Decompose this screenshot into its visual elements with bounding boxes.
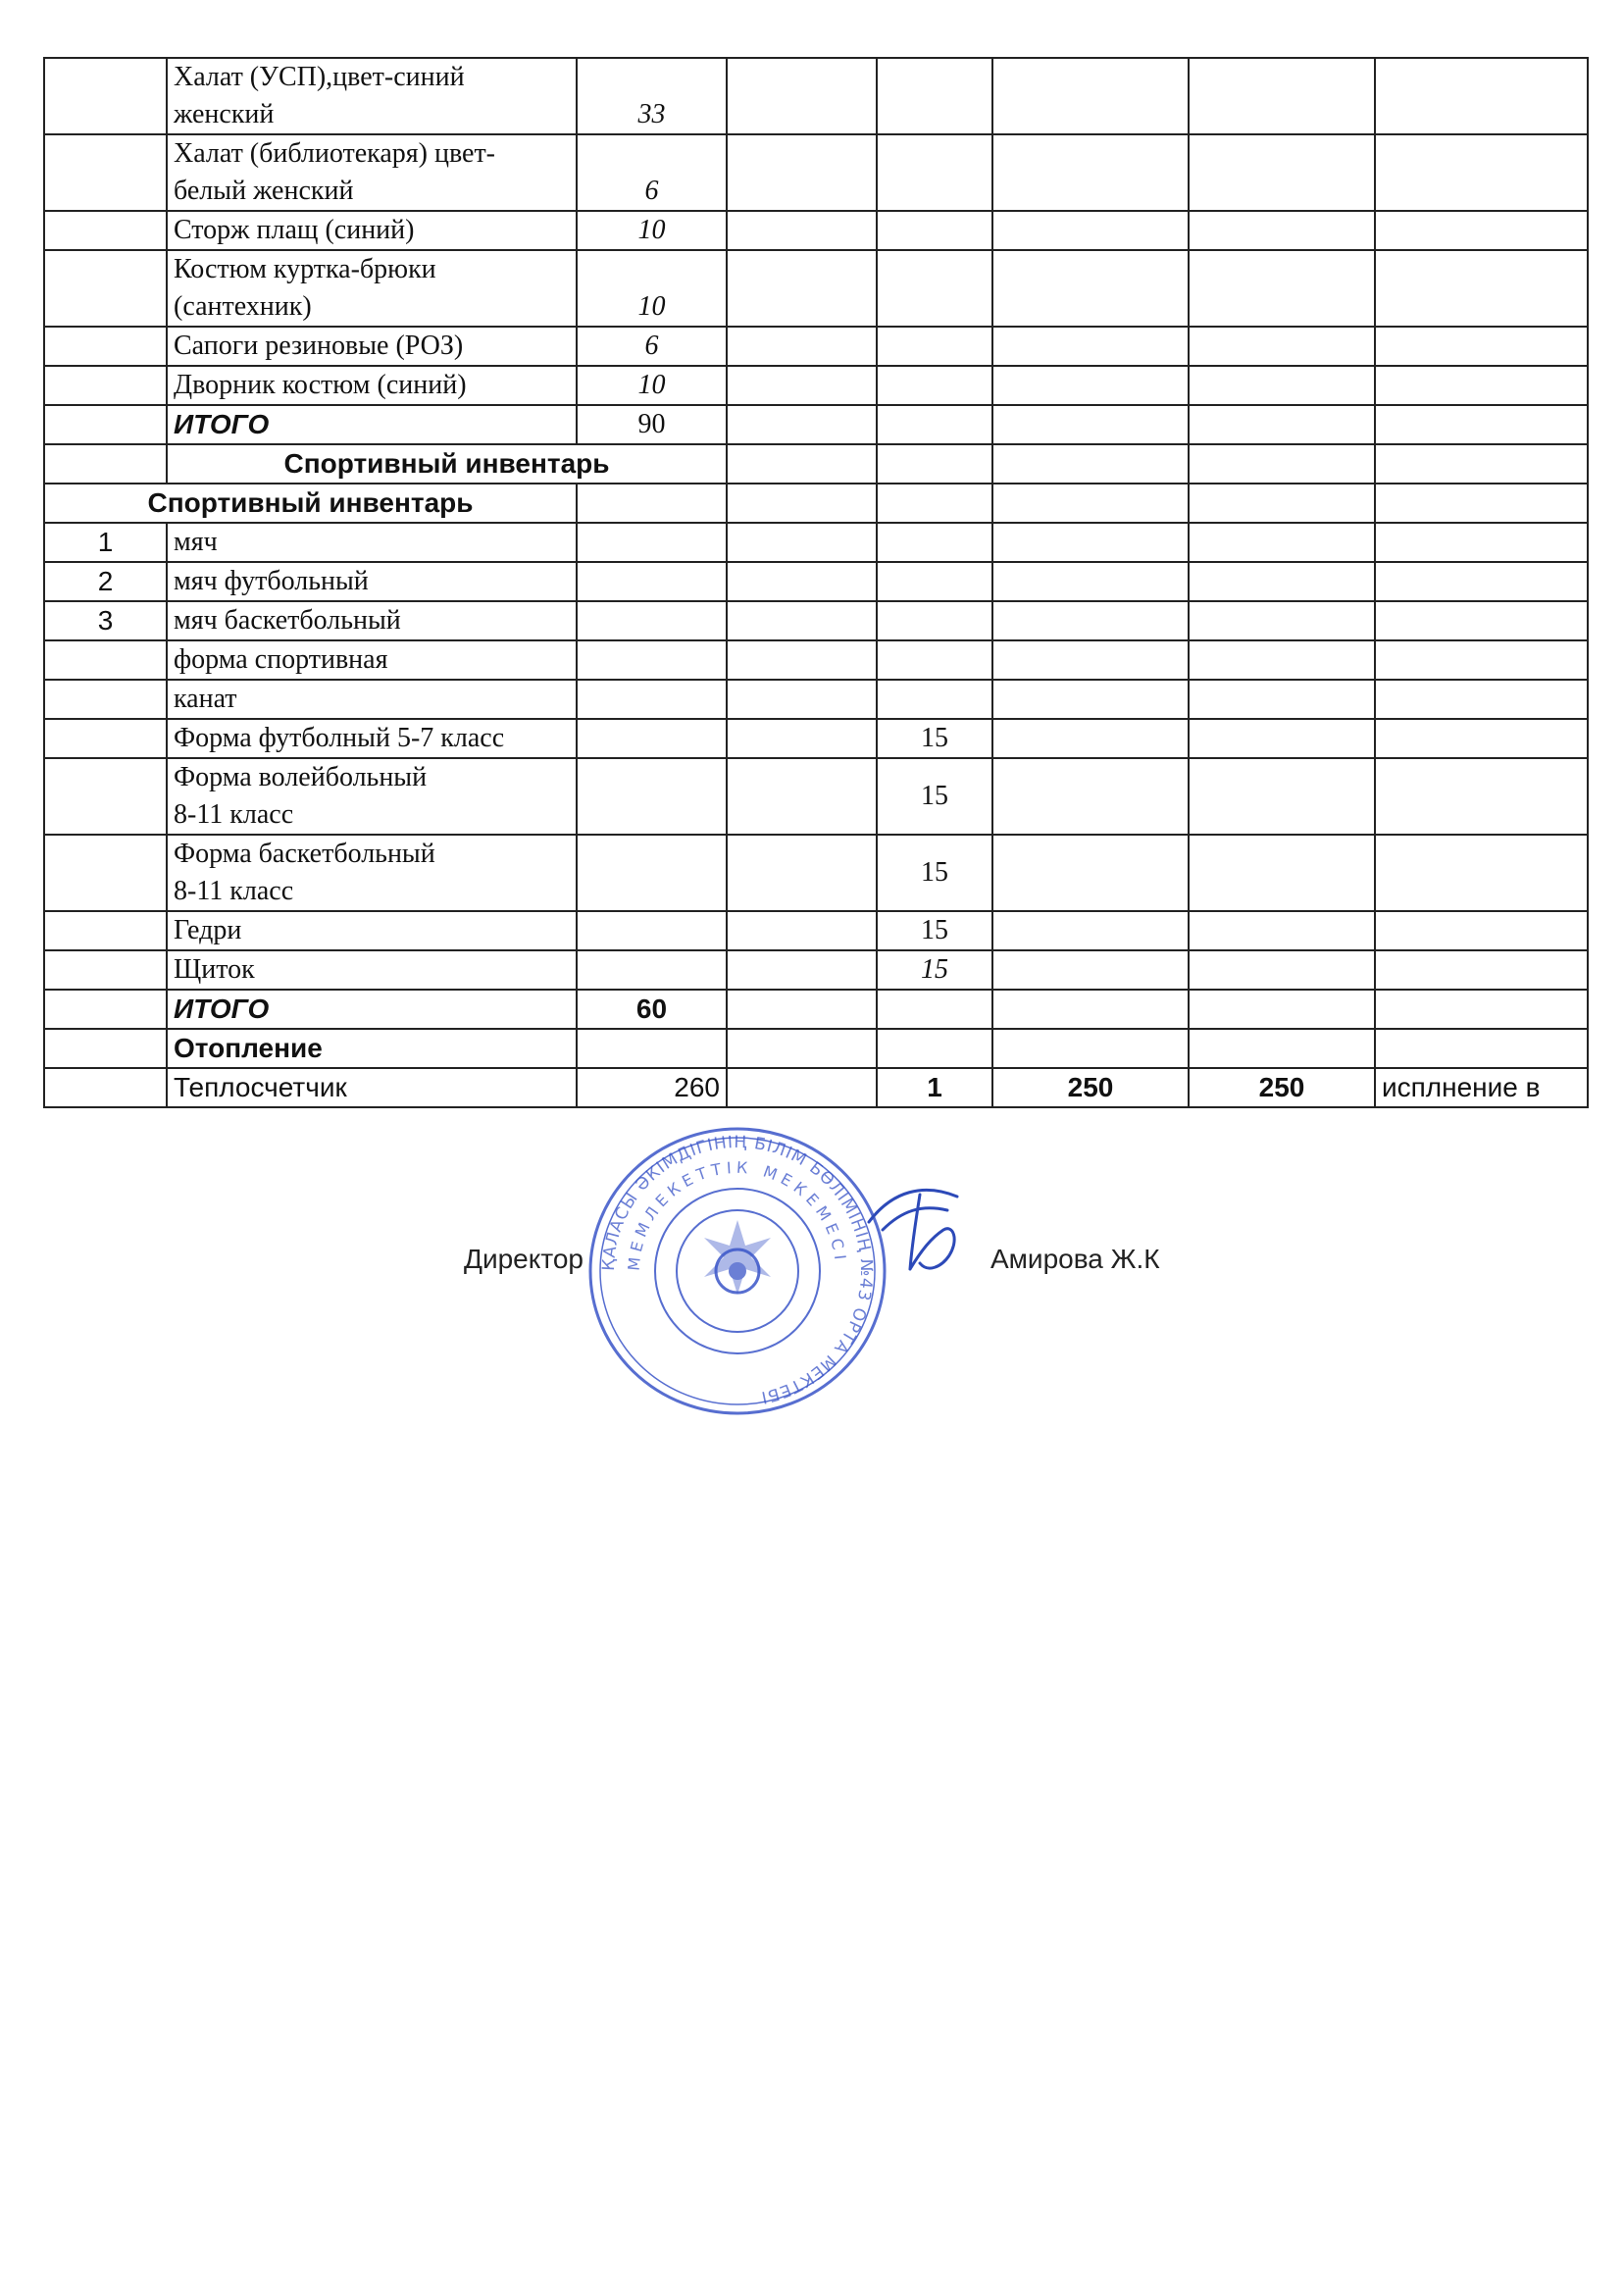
empty-cell — [1375, 950, 1588, 990]
item-value: 15 — [877, 950, 992, 990]
empty-cell — [992, 444, 1189, 484]
empty-cell — [1189, 562, 1375, 601]
empty-cell — [727, 950, 877, 990]
empty-cell — [992, 601, 1189, 640]
section-heading: Отопление — [167, 1029, 577, 1068]
empty-cell — [44, 950, 167, 990]
item-quantity: 10 — [577, 211, 727, 250]
empty-cell — [1189, 484, 1375, 523]
empty-cell — [877, 327, 992, 366]
item-value: 15 — [877, 758, 992, 835]
empty-cell — [727, 911, 877, 950]
item-name: мяч футбольный — [167, 562, 577, 601]
empty-cell — [992, 719, 1189, 758]
item-name: Халат (библиотекаря) цвет- белый женский — [167, 134, 577, 211]
stamp-inner-text: МЕМЛЕКЕТТІК МЕКЕМЕСІ — [624, 1157, 850, 1272]
empty-cell — [1375, 405, 1588, 444]
empty-cell — [1375, 523, 1588, 562]
empty-cell — [1189, 835, 1375, 911]
item-quantity: 6 — [577, 134, 727, 211]
stamp-outer-text: ҚАЛАСЫ ӘКІМДІГІНІҢ БІЛІМ БӨЛІМІНІҢ №43 ОРТА МЕКТЕБІ — [598, 1132, 877, 1407]
item-name: Щиток — [167, 950, 577, 990]
empty-cell — [577, 562, 727, 601]
empty-cell — [577, 835, 727, 911]
table-row — [44, 950, 1588, 990]
empty-cell — [992, 950, 1189, 990]
empty-cell — [992, 405, 1189, 444]
empty-cell — [992, 366, 1189, 405]
empty-cell — [727, 134, 877, 211]
row-number: 3 — [44, 601, 167, 640]
section-heading: Спортивный инвентарь — [44, 484, 577, 523]
table-row — [44, 680, 1588, 719]
empty-cell — [44, 1068, 167, 1107]
item-name: Сторж плащ (синий) — [167, 211, 577, 250]
empty-cell — [1375, 835, 1588, 911]
row-number — [44, 327, 167, 366]
section-heading-row — [44, 1029, 1588, 1068]
empty-cell — [877, 250, 992, 327]
empty-cell — [727, 680, 877, 719]
empty-cell — [1189, 1029, 1375, 1068]
row-number — [44, 366, 167, 405]
table-row — [44, 562, 1588, 601]
empty-cell — [44, 719, 167, 758]
empty-cell — [1375, 719, 1588, 758]
row-number: 2 — [44, 562, 167, 601]
empty-cell — [1375, 990, 1588, 1029]
empty-cell — [727, 1068, 877, 1107]
empty-cell — [1189, 911, 1375, 950]
section-heading-row — [44, 444, 1588, 484]
empty-cell — [727, 444, 877, 484]
empty-cell — [727, 58, 877, 134]
empty-cell — [877, 444, 992, 484]
empty-cell — [44, 444, 167, 484]
empty-cell — [992, 680, 1189, 719]
table-row — [44, 211, 1588, 250]
item-name: канат — [167, 680, 577, 719]
empty-cell — [1375, 484, 1588, 523]
empty-cell — [577, 523, 727, 562]
total-row — [44, 405, 1588, 444]
item-quantity: 33 — [577, 58, 727, 134]
empty-cell — [727, 835, 877, 911]
empty-cell — [877, 134, 992, 211]
empty-cell — [877, 562, 992, 601]
section-heading-row — [44, 484, 1588, 523]
empty-cell — [1375, 911, 1588, 950]
empty-cell — [992, 484, 1189, 523]
empty-cell — [1189, 134, 1375, 211]
empty-cell — [577, 680, 727, 719]
empty-cell — [577, 601, 727, 640]
empty-cell — [1375, 640, 1588, 680]
item-name: мяч баскетбольный — [167, 601, 577, 640]
table-row — [44, 250, 1588, 327]
empty-cell — [727, 405, 877, 444]
table-row — [44, 601, 1588, 640]
empty-cell — [1189, 601, 1375, 640]
handwritten-signature — [863, 1171, 981, 1279]
empty-cell — [1375, 680, 1588, 719]
item-quantity: 90 — [577, 405, 727, 444]
empty-cell — [727, 1029, 877, 1068]
table-row — [44, 1068, 1588, 1107]
empty-cell — [1189, 327, 1375, 366]
empty-cell — [877, 990, 992, 1029]
row-number — [44, 211, 167, 250]
empty-cell — [877, 484, 992, 523]
item-name: Форма футболный 5-7 класс — [167, 719, 577, 758]
row-number — [44, 405, 167, 444]
empty-cell — [1375, 444, 1588, 484]
empty-cell — [992, 640, 1189, 680]
item-value: 15 — [877, 719, 992, 758]
item-name: ИТОГО — [167, 990, 577, 1029]
signature-block — [0, 1118, 1624, 1452]
empty-cell — [727, 250, 877, 327]
item-name: форма спортивная — [167, 640, 577, 680]
empty-cell — [1189, 58, 1375, 134]
table-row — [44, 523, 1588, 562]
empty-cell — [1375, 758, 1588, 835]
empty-cell — [992, 990, 1189, 1029]
inventory-table — [43, 57, 1589, 1108]
empty-cell — [577, 758, 727, 835]
empty-cell — [44, 990, 167, 1029]
empty-cell — [727, 366, 877, 405]
empty-cell — [877, 601, 992, 640]
empty-cell — [577, 1029, 727, 1068]
table-row — [44, 835, 1588, 911]
item-sum: 250 — [1189, 1068, 1375, 1107]
official-stamp — [584, 1118, 890, 1424]
empty-cell — [727, 990, 877, 1029]
signature-name: Амирова Ж.К — [990, 1244, 1160, 1274]
table-row — [44, 134, 1588, 211]
empty-cell — [727, 562, 877, 601]
item-count: 1 — [877, 1068, 992, 1107]
empty-cell — [992, 1029, 1189, 1068]
table-row — [44, 58, 1588, 134]
empty-cell — [1375, 1029, 1588, 1068]
empty-cell — [1375, 366, 1588, 405]
empty-cell — [727, 211, 877, 250]
empty-cell — [1375, 211, 1588, 250]
item-name: Костюм куртка-брюки (сантехник) — [167, 250, 577, 327]
empty-cell — [992, 835, 1189, 911]
empty-cell — [992, 211, 1189, 250]
empty-cell — [1189, 250, 1375, 327]
item-name: Форма баскетбольный 8-11 класс — [167, 835, 577, 911]
row-number — [44, 250, 167, 327]
table-row — [44, 758, 1588, 835]
empty-cell — [577, 640, 727, 680]
table-row — [44, 327, 1588, 366]
item-value: 15 — [877, 835, 992, 911]
row-number: 1 — [44, 523, 167, 562]
empty-cell — [1189, 405, 1375, 444]
row-number — [44, 134, 167, 211]
empty-cell — [992, 58, 1189, 134]
empty-cell — [727, 484, 877, 523]
empty-cell — [1189, 444, 1375, 484]
row-number — [44, 680, 167, 719]
empty-cell — [577, 911, 727, 950]
item-note: исплнение в — [1375, 1068, 1588, 1107]
empty-cell — [1189, 719, 1375, 758]
row-number — [44, 58, 167, 134]
empty-cell — [877, 680, 992, 719]
empty-cell — [877, 523, 992, 562]
empty-cell — [577, 719, 727, 758]
item-name: мяч — [167, 523, 577, 562]
empty-cell — [1375, 250, 1588, 327]
empty-cell — [877, 211, 992, 250]
empty-cell — [1189, 640, 1375, 680]
total-row — [44, 990, 1588, 1029]
empty-cell — [577, 484, 727, 523]
empty-cell — [727, 640, 877, 680]
empty-cell — [992, 250, 1189, 327]
empty-cell — [877, 405, 992, 444]
empty-cell — [877, 1029, 992, 1068]
item-name: Форма волейбольный 8-11 класс — [167, 758, 577, 835]
empty-cell — [44, 758, 167, 835]
table-row — [44, 719, 1588, 758]
empty-cell — [44, 911, 167, 950]
item-quantity: 10 — [577, 250, 727, 327]
empty-cell — [1189, 680, 1375, 719]
table-row — [44, 640, 1588, 680]
row-number — [44, 640, 167, 680]
section-heading: Спортивный инвентарь — [167, 444, 727, 484]
item-name: Теплосчетчик — [167, 1068, 577, 1107]
item-quantity: 60 — [577, 990, 727, 1029]
item-value: 15 — [877, 911, 992, 950]
empty-cell — [1375, 601, 1588, 640]
empty-cell — [992, 327, 1189, 366]
empty-cell — [1189, 990, 1375, 1029]
empty-cell — [1189, 211, 1375, 250]
empty-cell — [1189, 950, 1375, 990]
empty-cell — [1189, 523, 1375, 562]
empty-cell — [577, 950, 727, 990]
empty-cell — [727, 719, 877, 758]
empty-cell — [992, 134, 1189, 211]
item-name: Дворник костюм (синий) — [167, 366, 577, 405]
item-name: Сапоги резиновые (РОЗ) — [167, 327, 577, 366]
empty-cell — [727, 523, 877, 562]
empty-cell — [727, 601, 877, 640]
empty-cell — [877, 640, 992, 680]
empty-cell — [727, 758, 877, 835]
empty-cell — [992, 758, 1189, 835]
table-row — [44, 911, 1588, 950]
empty-cell — [44, 1029, 167, 1068]
item-quantity: 10 — [577, 366, 727, 405]
empty-cell — [1375, 562, 1588, 601]
empty-cell — [877, 58, 992, 134]
empty-cell — [727, 327, 877, 366]
item-quantity: 260 — [577, 1068, 727, 1107]
empty-cell — [1189, 366, 1375, 405]
item-name: ИТОГО — [167, 405, 577, 444]
item-quantity: 6 — [577, 327, 727, 366]
empty-cell — [1375, 327, 1588, 366]
empty-cell — [1375, 58, 1588, 134]
item-price: 250 — [992, 1068, 1189, 1107]
empty-cell — [44, 835, 167, 911]
empty-cell — [1189, 758, 1375, 835]
empty-cell — [1375, 134, 1588, 211]
empty-cell — [992, 911, 1189, 950]
item-name: Гедри — [167, 911, 577, 950]
signature-title: Директор — [464, 1244, 584, 1274]
item-name: Халат (УСП),цвет-синий женский — [167, 58, 577, 134]
empty-cell — [992, 562, 1189, 601]
empty-cell — [992, 523, 1189, 562]
table-row — [44, 366, 1588, 405]
empty-cell — [877, 366, 992, 405]
